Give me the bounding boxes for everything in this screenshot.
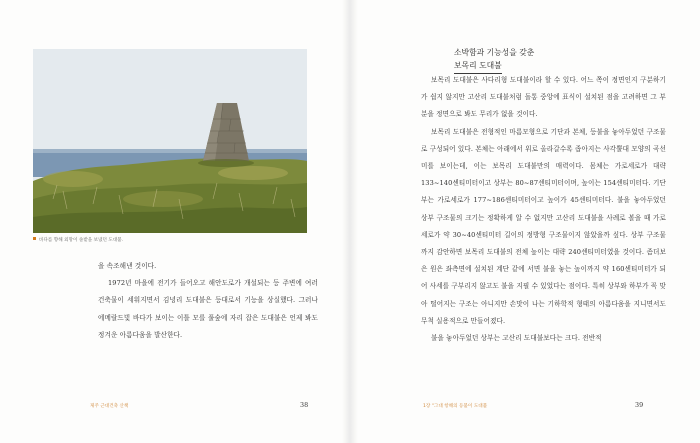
section-title-line-1: 소박함과 기능성을 갖춘 bbox=[454, 48, 535, 57]
lighthouse-photo-illustration bbox=[33, 49, 307, 233]
caption-bullet-icon bbox=[33, 237, 36, 240]
section-title bbox=[454, 46, 534, 74]
right-paragraph-3: 불을 놓아두었던 상부는 고산리 도대불보다는 크다. 전반적 bbox=[431, 334, 602, 343]
photo-caption bbox=[33, 237, 313, 244]
right-footer-title: 1장 "그대 항해의 등불이 도대불 bbox=[423, 404, 488, 409]
lighthouse-photo bbox=[33, 49, 307, 233]
photo-caption-text: 바다를 향해 외망이 솔밭을 보냈던 도대불. bbox=[39, 238, 124, 243]
left-body-text bbox=[98, 258, 318, 344]
right-page bbox=[350, 0, 700, 443]
left-page-number: 38 bbox=[300, 401, 309, 409]
left-footer-title: 제주 근대건축 산책 bbox=[90, 404, 129, 409]
right-body-text bbox=[421, 72, 666, 347]
section-title-line-2: 보목리 도대불 bbox=[454, 59, 502, 74]
left-paragraph-1: 을 속조해낸 것이다. bbox=[98, 262, 157, 270]
right-page-number: 39 bbox=[635, 401, 644, 409]
right-paragraph-1: 보목리 도대불은 사다리형 도대불이라 할 수 있다. 어느 쪽이 정면인지 구분하기가 쉽지 않지만 고산리 도대불처럼 돌통 중앙에 표식이 설치된 점을 고려하면 그 부분을 정면으로 봐도 무리가 없을 것이다. bbox=[421, 76, 666, 119]
right-paragraph-2: 보목리 도대불은 전형적인 마름모형으로 기단과 본체, 등불을 놓아두었던 구조물로 구성되어 있다. 본체는 아래에서 위로 올라갈수록 좁아지는 사각뿔대 모양의 곡선미를 보이는데, 이는 보목리 도대불만의 매력이다. 몸체는 가로세로가 대략 133~140센티미터이고 상부는 80~87센티미터이며, 높이는 154센티미터다. 기단부는 가로세로가 177~186센티미터이고 높이가 45센티미터다. 불을 놓아두었던 상부 구조물의 크기는 정확하게 알 수 없지만 고산리 도대불을 사례로 볼을 때 가로세로가 약 30~40센티미터 길이의 정방형 구조물이지 않았을까 싶다. 상부 구조물까지 감안하면 보목리 도대불의 전체 높이는 대략 240센티미터였을 것이다. 좀더보은 원은 좌측면에 설치된 계단 같에 서면 불을 놓는 높이까지 약 160센티미터가 되어 사세를 구부리지 않고도 불을 지필 수 있었다는 점이다. 특히 상부와 하부가 꼭 맞아 떨어지는 구조는 아니지만 손맛이 나는 기하학적 형태의 아름다움을 지니면서도 무척 실용적으로 만들어졌다. bbox=[421, 127, 666, 325]
left-paragraph-2: 1972년 마을에 전기가 들어오고 해안도로가 개설되는 등 주변에 여러 건축물이 세워지면서 김녕리 도대불은 등대로서 기능을 상실했다. 그러나 에메랄드빛 바다가 보이는 이틀 모를 풀숲에 자리 잡은 도대불은 언제 봐도 정겨운 아름다움을 발산한다. bbox=[98, 279, 318, 339]
